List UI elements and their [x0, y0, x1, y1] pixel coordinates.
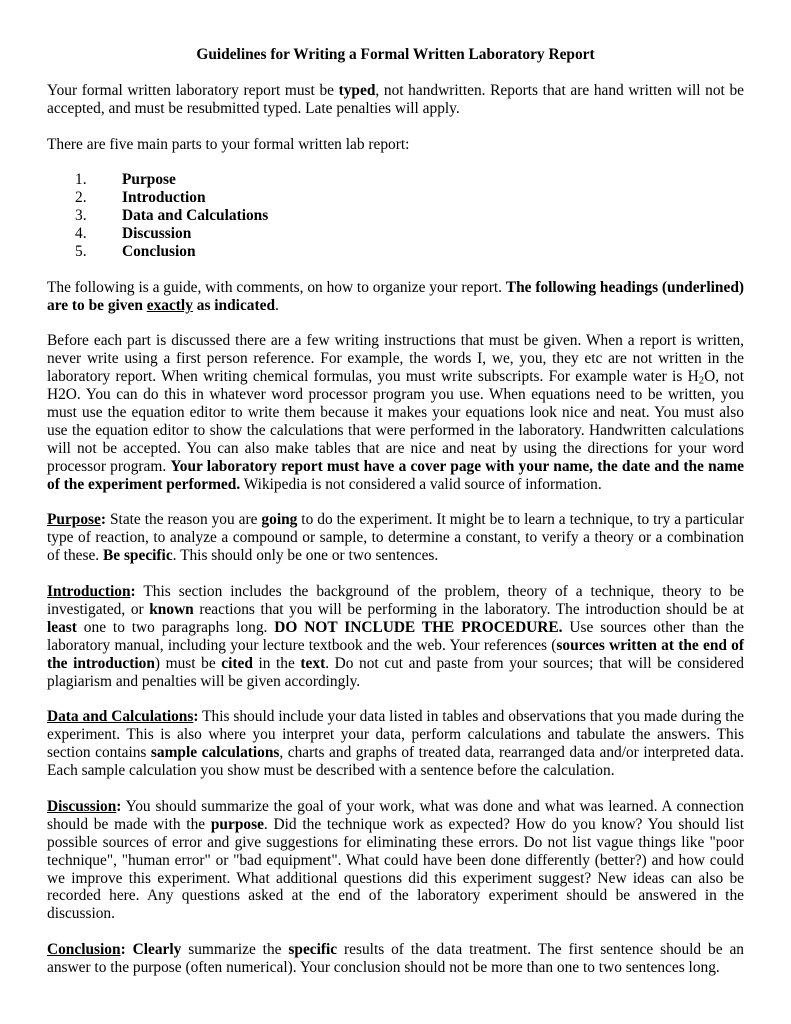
typed-requirement-paragraph: Your formal written laboratory report must be typed, not handwritten. Reports that are hand written will not be accepted, and must be resubmitted typed. Late penalties will apply. — [47, 81, 744, 117]
list-number: 4. — [75, 225, 87, 243]
report-part-item-discussion — [47, 225, 744, 243]
parts-intro-text: There are five main parts to your formal written lab report: — [47, 135, 410, 153]
report-part-item-introduction — [47, 189, 744, 207]
headings-guide-paragraph: The following is a guide, with comments, on how to organize your report. The following headings (underlined) are to be given exactly as indicated. — [47, 278, 745, 314]
list-label: Introduction — [122, 189, 206, 207]
report-part-item-purpose — [47, 171, 744, 189]
list-label: Data and Calculations — [122, 207, 269, 225]
section-purpose-paragraph: Purpose: State the reason you are going to do the experiment. It might be to learn a technique, to try a particular type of reaction, to analyze a compound or sample, to determine a constant, to verify a theory or a combination of these. Be specific. This should only be one or two sentences. — [47, 511, 744, 565]
list-label: Conclusion — [122, 242, 196, 260]
section-introduction-paragraph: Introduction: This section includes the background of the problem, theory of a technique, theory to be investigated, or known reactions that you will be performing in the laboratory. The introduction should be at least one to two paragraphs long. DO NOT INCLUDE THE PROCEDURE. Use sources other than the laboratory manual, including your lecture textbook and the web. Your references (sources written at the end of the introduction) must be cited in the text. Do not cut and paste from your sources; that will be considered plagiarism and penalties will be given accordingly. — [47, 583, 745, 690]
page-title: Guidelines for Writing a Formal Written Laboratory Report — [196, 46, 595, 63]
section-data-and-calculations-paragraph: Data and Calculations: This should include your data listed in tables and observations that you made during the experiment. This is also where you interpret your data, perform calculations and tabulate the answers. This section contains sample calculations, charts and graphs of treated data, rearranged data and/or interpreted data. Each sample calculation you show must be described with a sentence before the calculation. — [47, 708, 744, 780]
writing-instructions-paragraph: Before each part is discussed there are a few writing instructions that must be given. When a report is written, never write using a first person reference. For example, the words I, we, you, they etc are not written in the laboratory report. When writing chemical formulas, you must write subscripts. For example water is $H_2O$, not H2O. You can do this in whatever word processor program you use. When equations need to be written, you must use the equation editor to write them because it makes your equations look nice and neat. You must also use the equation editor to show the calculations that were performed in the laboratory. Handwritten calculations will not be accepted. You can also make tables that are nice and neat by using the directions for your word processor program. Your laboratory report must have a cover page with your name, the date and the name of the experiment performed. Wikipedia is not considered a valid source of information. — [47, 332, 745, 493]
section-conclusion-paragraph: Conclusion: Clearly summarize the specific results of the data treatment. The first sentence should be an answer to the purpose (often numerical). Your conclusion should not be more than one to two sentences long. — [47, 941, 744, 977]
list-number: 2. — [75, 189, 87, 207]
report-part-item-data-and-calculations — [47, 207, 744, 225]
list-number: 1. — [75, 171, 87, 189]
report-part-item-conclusion — [47, 243, 744, 261]
list-label: Discussion — [122, 225, 192, 243]
report-parts-list — [47, 171, 744, 261]
list-number: 5. — [75, 242, 87, 260]
list-number: 3. — [75, 207, 87, 225]
list-label: Purpose — [122, 171, 176, 189]
section-discussion-paragraph: Discussion: You should summarize the goal of your work, what was done and what was learned. A connection should be made with the purpose. Did the technique work as expected? How do you know? You should list possible sources of error and give suggestions for eliminating these errors. Do not list vague things like "poor technique", "human error" or "bad equipment". What could have been done differently (better?) and how could we improve this experiment. What additional questions did this experiment suggest? New ideas can also be recorded here. Any questions asked at the end of the laboratory experiment should be answered in the discussion. — [47, 797, 744, 923]
